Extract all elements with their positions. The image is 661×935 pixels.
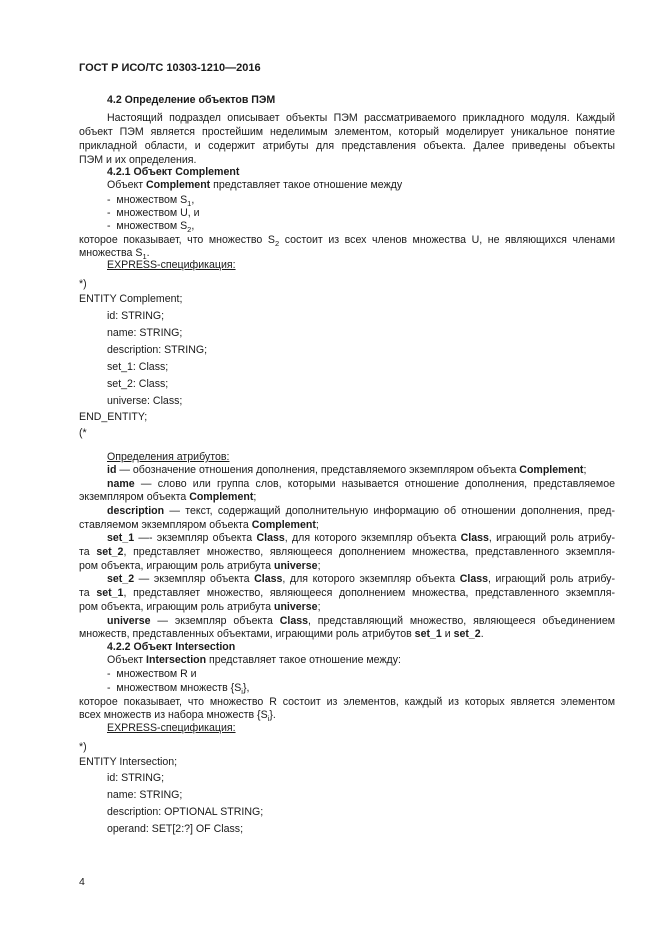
code-end: END_ENTITY; [79, 411, 148, 423]
subscript: 2 [274, 239, 280, 249]
text: ; [317, 560, 321, 572]
list-dash: - [107, 194, 111, 206]
attr-set1 [107, 532, 615, 545]
text: , представляет множество, являющееся дополнением множества, представленного экземпля- [123, 587, 615, 599]
list-end: }, [242, 682, 250, 694]
entity-name: Complement [146, 179, 211, 191]
code-attr: set_1: Class; [107, 361, 169, 373]
text: Объект [107, 654, 147, 666]
attr-name: name [107, 478, 135, 490]
text: ; [317, 601, 321, 613]
text: — текст, содержащий дополнительную информацию об отношении дополнения, пред- [164, 505, 615, 517]
express-label: EXPRESS-спецификация: [107, 259, 236, 271]
code-entity: ENTITY Complement; [79, 293, 183, 305]
complement-conclusion-1 [79, 234, 615, 247]
attr-name: universe [107, 615, 151, 627]
entity-name: Class [460, 532, 489, 544]
intro-line-2: объект ПЭМ является простейшим неделимым элементом, который моделирует уникальное понятие [79, 126, 615, 138]
express-label-2: EXPRESS-спецификация: [107, 722, 236, 734]
attr-name: description [107, 505, 165, 517]
attr-name: set_1 [107, 532, 135, 544]
text: , представляющий множество, являющееся объединением [308, 615, 616, 627]
attr-name: universe [273, 560, 318, 572]
entity-name: Intersection [146, 654, 207, 666]
entity-name: Class [279, 615, 308, 627]
attr-description [107, 505, 615, 518]
text: . [146, 247, 150, 259]
entity-name: Class [254, 573, 283, 585]
text: — экземпляр объекта [134, 573, 255, 585]
attr-name: set_2 [96, 546, 124, 558]
list-item: - множеством R и [107, 668, 197, 680]
text: ром объекта, играющим роль атрибута [79, 601, 274, 613]
attr-universe-cont [79, 628, 615, 641]
list-dash: - [107, 207, 111, 219]
text: множеств, представленных объектами, играющими роль атрибутов [79, 628, 415, 640]
list-end: , [191, 194, 195, 206]
complement-description [107, 179, 643, 192]
text: ; [253, 491, 257, 503]
text: — экземпляр объекта [150, 615, 280, 627]
text: представляет такое отношение между [210, 179, 403, 191]
attr-name: set_1 [414, 628, 442, 640]
text: , для которого экземпляр объекта [282, 573, 460, 585]
section-4-2-1-title: 4.2.1 Объект Complement [107, 166, 240, 178]
attr-set2-cont [79, 587, 615, 600]
text: ставляемом экземпляром объекта [79, 519, 252, 531]
code-close: (* [79, 427, 87, 439]
text: ; [583, 464, 587, 476]
code-attr: description: OPTIONAL STRING; [107, 806, 264, 818]
entity-name: Class [256, 532, 285, 544]
list-item: - множеством множеств $\{S_i\}$, [107, 682, 250, 697]
text: . [480, 628, 484, 640]
attr-name: universe [273, 601, 318, 613]
code-attr: name: STRING; [107, 327, 183, 339]
list-text: множеством U, и [116, 207, 200, 219]
code-attr: set_2: Class; [107, 378, 169, 390]
text: , играющий роль атрибу- [488, 532, 615, 544]
list-text: множеством S [116, 194, 188, 206]
code-open: *) [79, 741, 87, 753]
code-attr: name: STRING; [107, 789, 183, 801]
code-attr: id: STRING; [107, 310, 165, 322]
text: ром объекта, играющим роль атрибута [79, 560, 274, 572]
subscript: i [241, 687, 243, 697]
attr-name [107, 478, 615, 491]
text: представляет такое отношение между: [206, 654, 401, 666]
entity-name: Class [459, 573, 489, 585]
attr-name: set_1 [96, 587, 124, 599]
text: , представляет множество, являющееся дополнением множества, представленного экземпля- [123, 546, 615, 558]
document-header: ГОСТ Р ИСО/ТС 10303-1210—2016 [79, 62, 261, 74]
code-open: *) [79, 278, 87, 290]
code-attr: operand: SET[2:?] OF Class; [107, 823, 244, 835]
section-4-2-2-title: 4.2.2 Объект Intersection [107, 641, 236, 653]
intro-line-3: прикладной области, и содержит атрибуты для представления объекта. Далее приведены объекты [79, 140, 615, 152]
intersection-conclusion-2 [79, 709, 615, 722]
text: множества S [79, 247, 143, 259]
text: ; [315, 519, 319, 531]
list-end: , [191, 220, 195, 232]
text: , играющий роль атрибу- [488, 573, 615, 585]
text: всех множеств из набора множеств {S [79, 709, 268, 721]
list-item [107, 207, 643, 220]
list-text: множеством R и [116, 668, 197, 680]
subscript: 1 [142, 252, 147, 262]
attr-name-cont [79, 491, 615, 504]
subscript: i [267, 714, 270, 724]
attr-id [107, 464, 615, 477]
list-item [107, 220, 643, 233]
attr-name: id [107, 464, 117, 476]
entity-name: Complement [519, 464, 584, 476]
attr-set1-cont [79, 560, 615, 573]
text: }. [269, 709, 276, 721]
intro-line-1: Настоящий подраздел описывает объекты ПЭМ рассматриваемого прикладного модуля. Каждый [107, 112, 615, 124]
section-4-2-title: 4.2 Определение объектов ПЭМ [107, 94, 276, 106]
text: экземпляром объекта [79, 491, 190, 503]
code-attr: universe: Class; [107, 395, 183, 407]
list-text: множеством S [116, 220, 188, 232]
intro-line-4: ПЭМ и их определения. [79, 154, 197, 166]
attr-description-cont [79, 519, 615, 532]
text: та [79, 587, 97, 599]
list-item [107, 194, 643, 207]
list-text: множеством множеств {S [116, 682, 242, 694]
text: и [441, 628, 454, 640]
text: состоит из всех членов множества U, не являющихся членами [279, 234, 616, 246]
attr-name: set_2 [107, 573, 135, 585]
intersection-conclusion-1: которое показывает, что множество R состоит из элементов, каждый из которых является элементом [79, 696, 615, 708]
text: — обозначение отношения дополнения, представляемого экземпляром объекта [116, 464, 520, 476]
subscript: 1 [187, 199, 192, 209]
text: — слово или группа слов, которыми называется отношение дополнения, представляемое [134, 478, 615, 490]
subscript: 2 [187, 225, 192, 235]
text: которое показывает, что множество S [79, 234, 275, 246]
code-attr: id: STRING; [107, 772, 165, 784]
attributes-label: Определения атрибутов: [107, 451, 230, 463]
attr-set2 [107, 573, 615, 586]
list-dash: - [107, 220, 111, 232]
intersection-description [107, 654, 643, 667]
text: та [79, 546, 97, 558]
text: Объект [107, 179, 147, 191]
code-entity: ENTITY Intersection; [79, 756, 178, 768]
code-attr: description: STRING; [107, 344, 208, 356]
text: , для которого экземпляр объекта [284, 532, 461, 544]
attr-name: set_2 [453, 628, 481, 640]
attr-set1-cont [79, 546, 615, 559]
attr-universe [107, 615, 615, 628]
attr-set2-cont [79, 601, 615, 614]
page-number: 4 [79, 876, 85, 888]
entity-name: Complement [251, 519, 316, 531]
text: —- экземпляр объекта [134, 532, 257, 544]
entity-name: Complement [189, 491, 254, 503]
